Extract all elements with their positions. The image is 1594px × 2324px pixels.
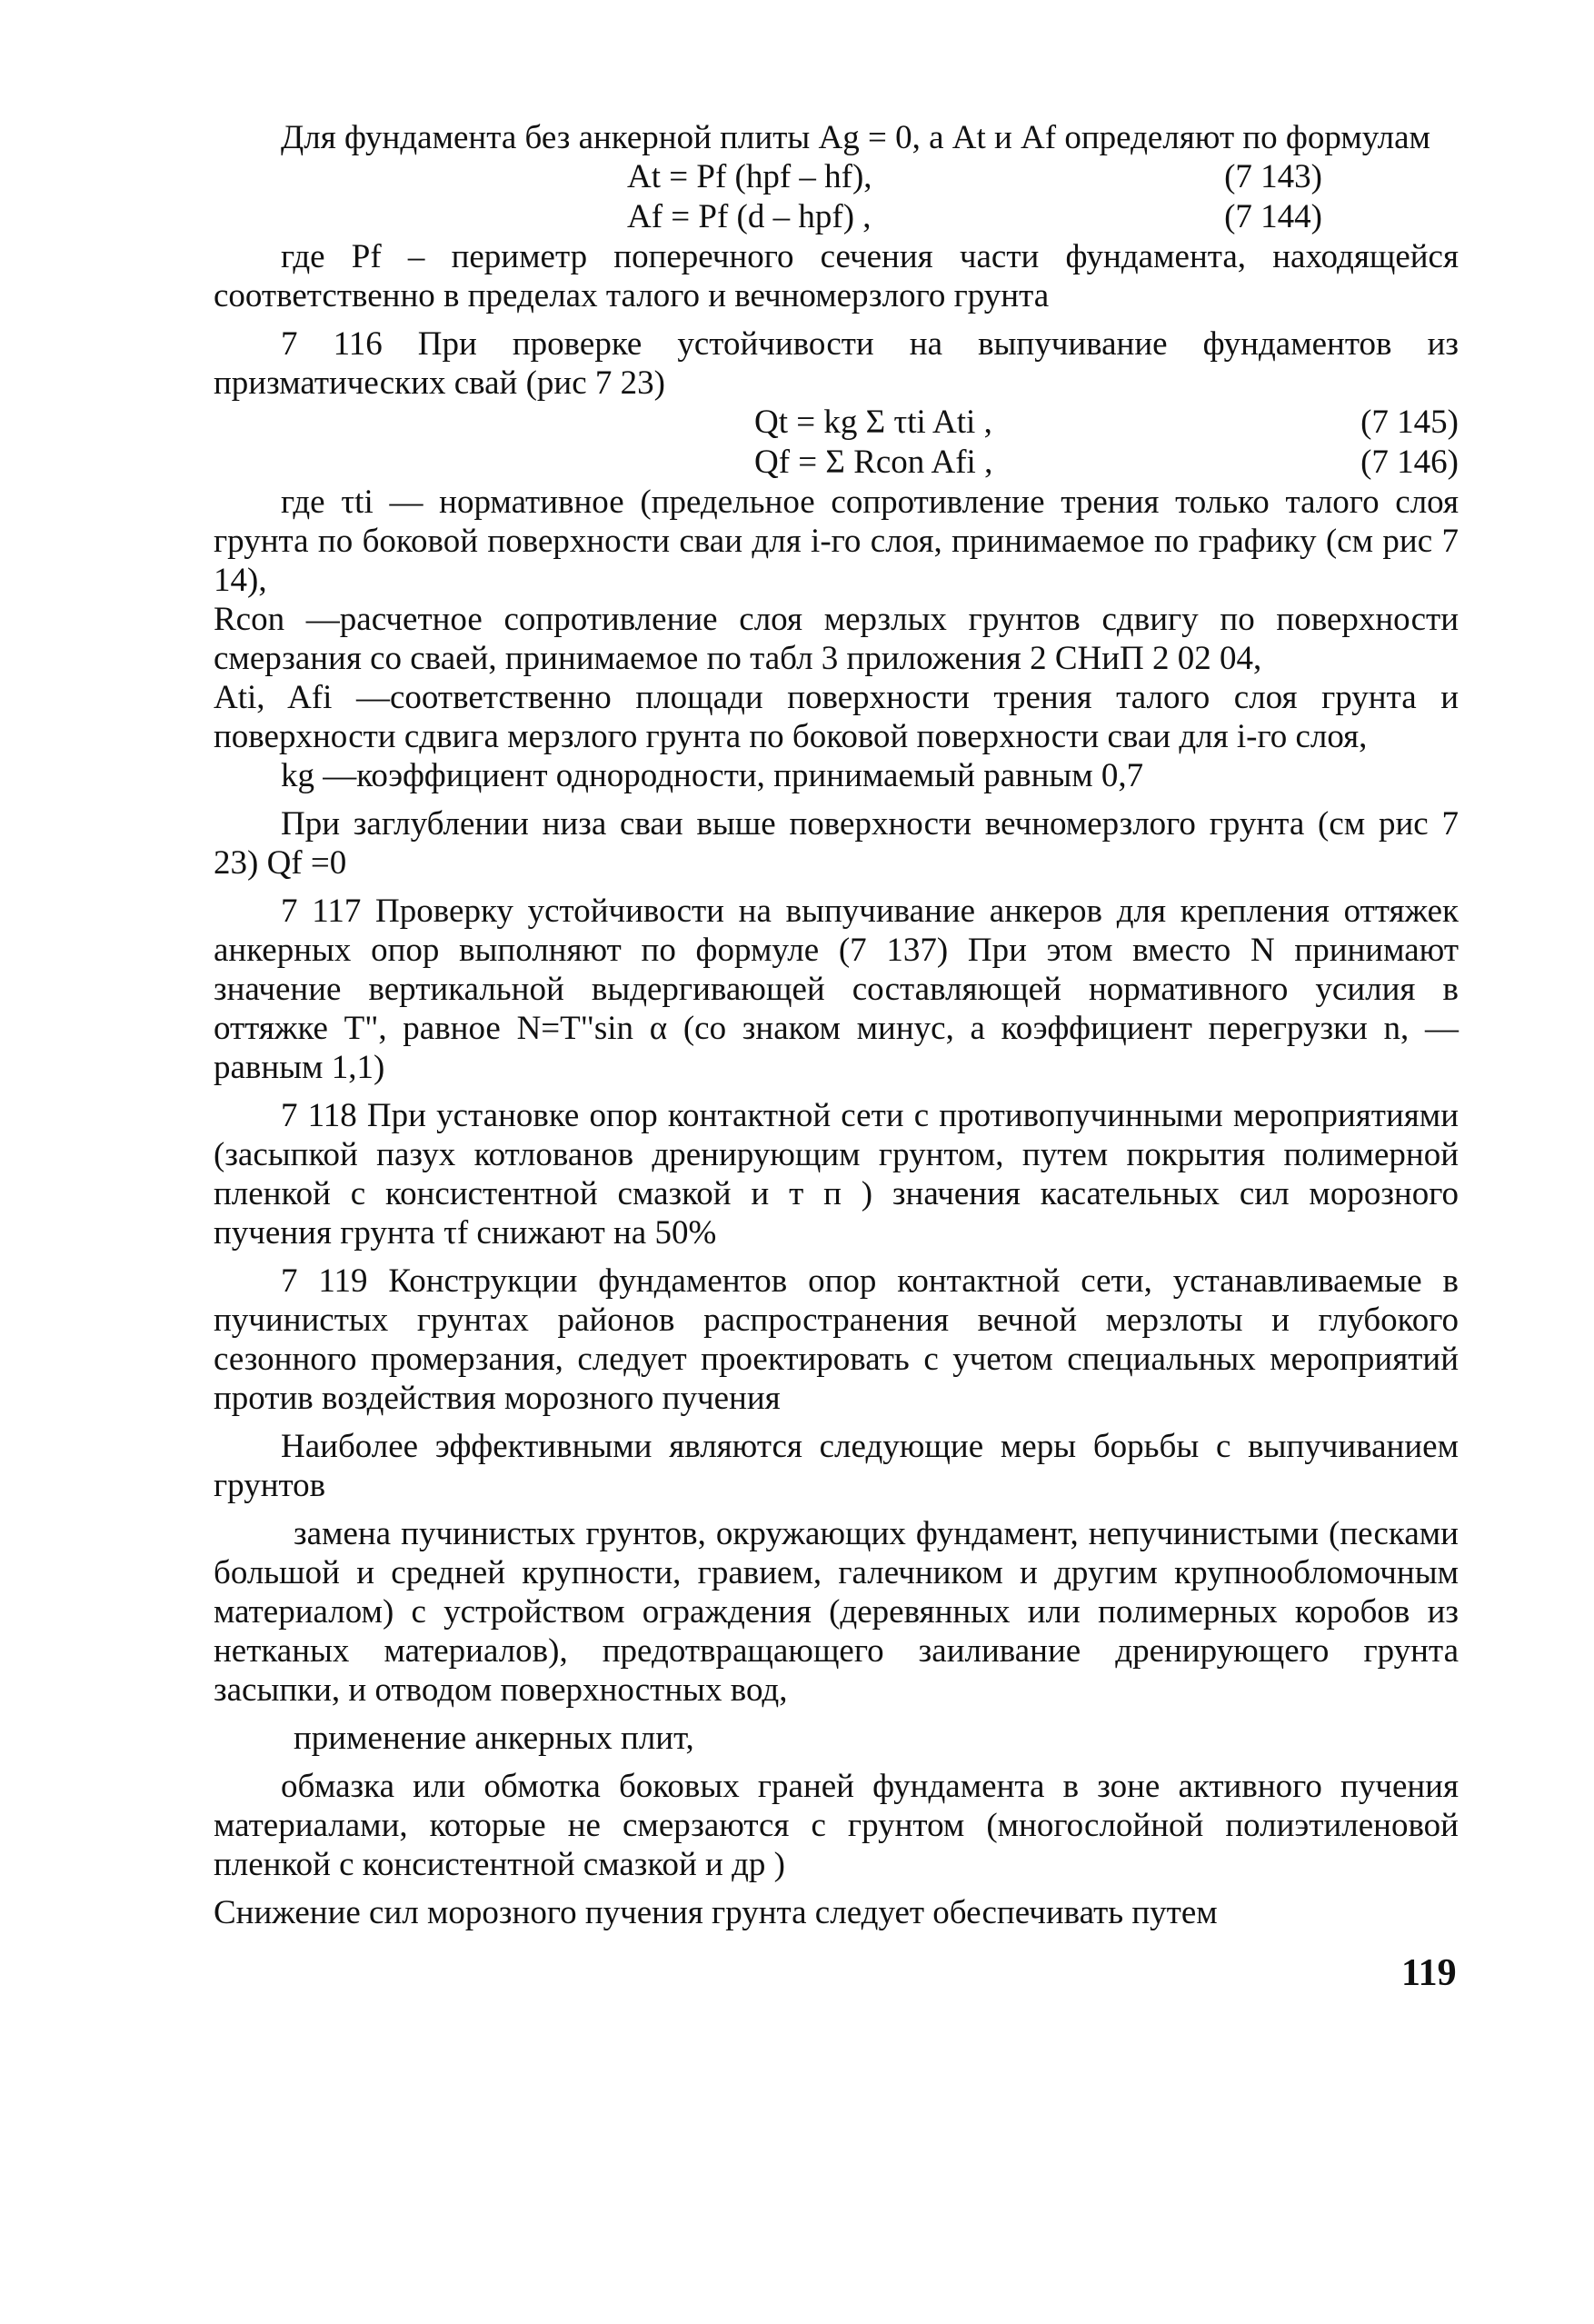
paragraph-intro: Для фундамента без анкерной плиты Ag = 0, а At и Af определяют по формулам xyxy=(281,119,1430,156)
formula-7-143 xyxy=(214,157,1459,197)
paragraph-7-118: 7 118 При установке опор контактной сети с противопучинными мероприятиями (засыпкой пазух котлованов дренирующим грунтом, путем покрытия полимерной пленкой с консистентной смазкой и т п ) значения касательных сил морозного пучения грунта τf снижают на 50% xyxy=(214,1097,1459,1252)
formula-7-144 xyxy=(214,197,1459,237)
paragraph-anchor-plates: применение анкерных плит, xyxy=(294,1720,694,1757)
formula-expression: Af = Pf (d – hpf) , xyxy=(627,198,872,235)
formula-7-145 xyxy=(214,403,1459,443)
paragraph-coating: обмазка или обмотка боковых граней фундамента в зоне активного пучения материалами, которые не смерзаются с грунтом (многослойной полиэтиленовой пленкой с консистентной смазкой и др ) xyxy=(214,1768,1459,1883)
formula-number: (7 144) xyxy=(1224,198,1322,235)
paragraph-kg: kg —коэффициент однородности, принимаемый равным 0,7 xyxy=(281,757,1144,794)
formula-number: (7 146) xyxy=(1360,444,1459,481)
paragraph-replacement: замена пучинистых грунтов, окружающих фундамент, непучинистыми (песками большой и средней крупности, гравием, галечником и другим крупнообломочным материалом) с устройством ограждения (деревянных или полимерных коробов из нетканых материалов), предотвращающего заиливание дренирующего грунта засыпки, и отводом поверхностных вод, xyxy=(214,1515,1459,1709)
paragraph-measures: Наиболее эффективными являются следующие меры борьбы с выпучиванием грунтов xyxy=(214,1428,1459,1504)
formula-number: (7 143) xyxy=(1224,158,1322,195)
paragraph-7-116: 7 116 При проверке устойчивости на выпучивание фундаментов из призматических свай (рис 7 23) xyxy=(214,325,1459,402)
paragraph-where-tau: где τti — нормативное (предельное сопротивление трения только талого слоя грунта по боковой поверхности сваи для i-го слоя, принимаемое по графику (см рис 7 14), xyxy=(214,484,1459,599)
paragraph-where-pf: где Pf – периметр поперечного сечения части фундамента, находящейся соответственно в пределах талого и вечномерзлого грунта xyxy=(214,238,1459,314)
formula-expression: Qf = Σ Rcon Afi , xyxy=(754,444,993,481)
formula-7-146 xyxy=(214,443,1459,483)
paragraph-rcon: Rcon —расчетное сопротивление слоя мерзлых грунтов сдвигу по поверхности смерзания со сваей, принимаемое по табл 3 приложения 2 СНиП 2 02 04, xyxy=(214,601,1459,677)
paragraph-7-117: 7 117 Проверку устойчивости на выпучивание анкеров для крепления оттяжек анкерных опор выполняют по формуле (7 137) При этом вместо N принимают значение вертикальной выдергивающей составляющей нормативного усилия в оттяжке T", равное N=T"sin α (со знаком минус, а коэффициент перегрузки n, —равным 1,1) xyxy=(214,893,1459,1086)
page-number: 119 xyxy=(1401,1952,1457,1994)
formula-expression: Qt = kg Σ τti Ati , xyxy=(754,404,992,441)
formula-expression: At = Pf (hpf – hf), xyxy=(627,158,872,195)
paragraph-qf-zero: При заглублении низа сваи выше поверхности вечномерзлого грунта (см рис 7 23) Qf =0 xyxy=(214,805,1459,882)
paragraph-7-119: 7 119 Конструкции фундаментов опор контактной сети, устанавливаемые в пучинистых грунтах районов распространения вечной мерзлоты и глубокого сезонного промерзания, следует проектировать с учетом специальных мероприятий против воздействия морозного пучения xyxy=(214,1262,1459,1417)
page-body xyxy=(214,118,1459,1932)
paragraph-areas: Ati, Afi —соответственно площади поверхности трения талого слоя грунта и поверхности сдвига мерзлого грунта по боковой поверхности сваи для i-го слоя, xyxy=(214,679,1459,755)
formula-number: (7 145) xyxy=(1360,404,1459,441)
paragraph-reduction: Снижение сил морозного пучения грунта следует обеспечивать путем xyxy=(214,1894,1218,1931)
